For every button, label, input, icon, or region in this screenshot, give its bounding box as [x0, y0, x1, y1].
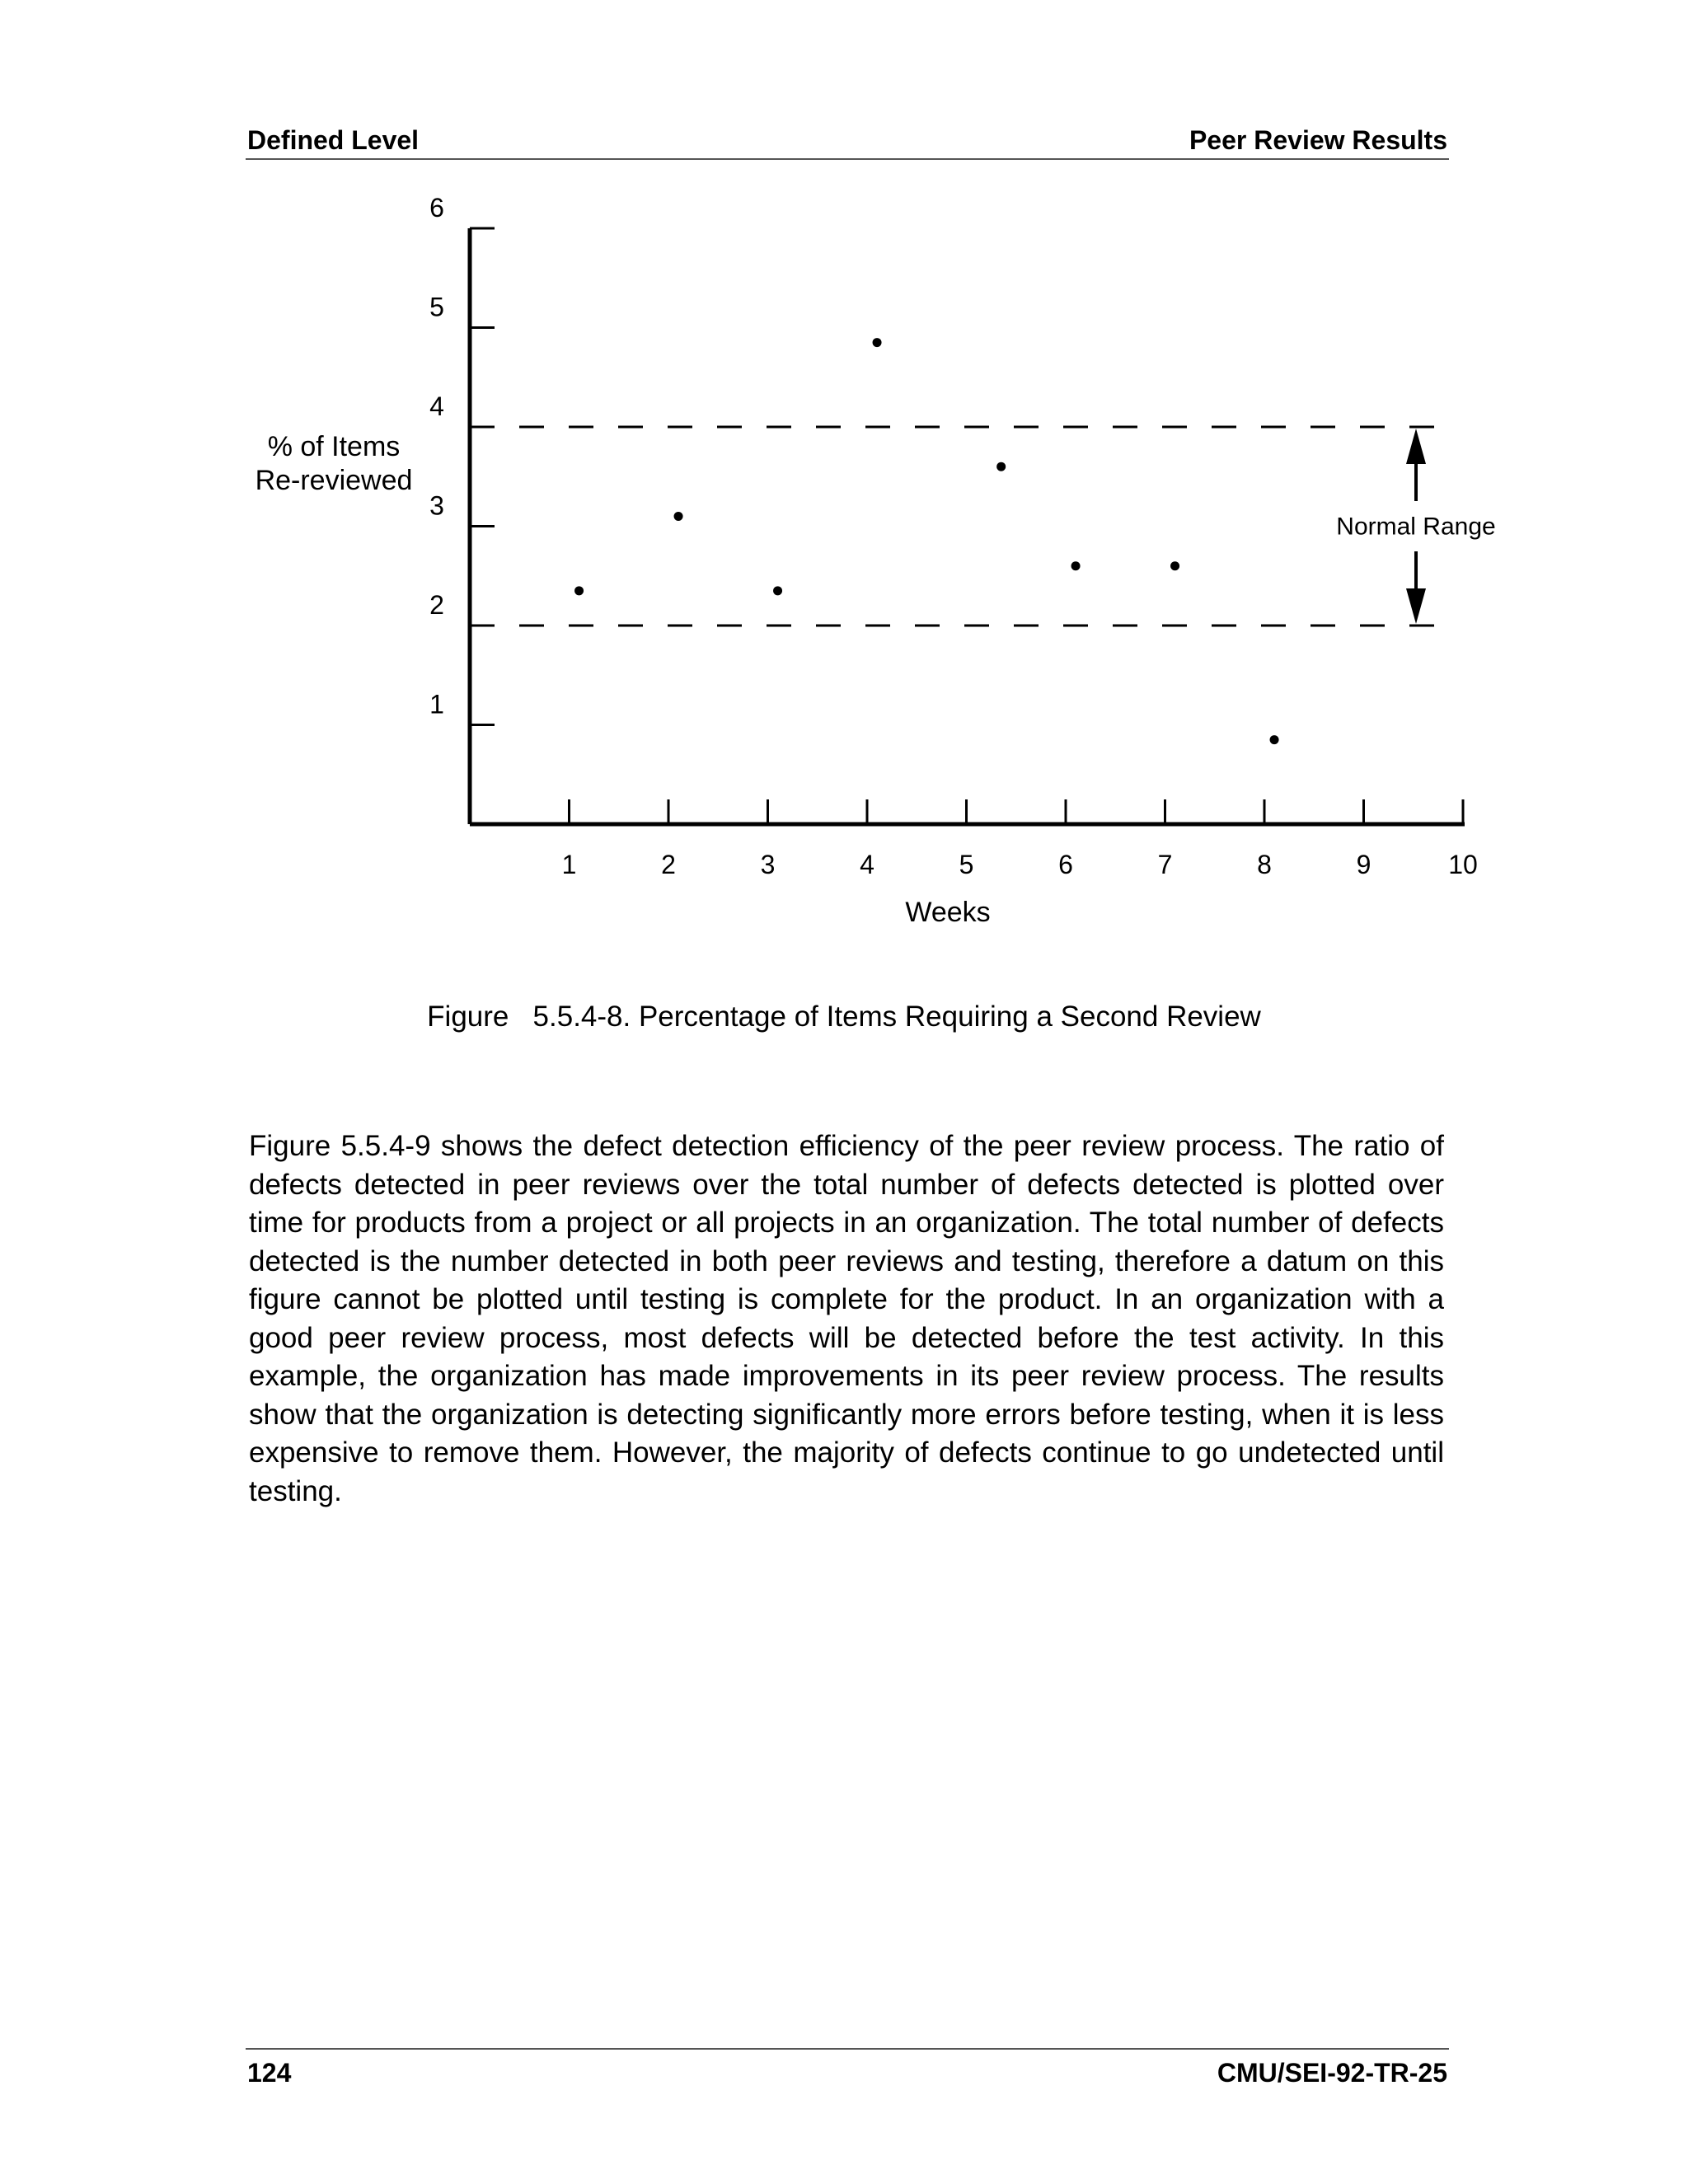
x-tick-label: 1: [561, 850, 577, 879]
y-axis-title: % of Items: [267, 431, 401, 462]
x-tick-label: 2: [661, 850, 676, 879]
data-point: [674, 512, 683, 521]
y-tick-label: 2: [429, 590, 444, 620]
x-tick-label: 9: [1356, 850, 1372, 879]
header-topic-title: Peer Review Results: [1189, 125, 1447, 155]
x-tick-label: 4: [860, 850, 874, 879]
x-tick-label: 6: [1058, 850, 1073, 879]
page-footer: [246, 2048, 1449, 2086]
chart-axes: [429, 193, 1478, 879]
data-point: [1170, 561, 1179, 570]
report-id: CMU/SEI-92-TR-25: [1217, 2058, 1447, 2088]
y-tick-label: 3: [429, 490, 444, 521]
data-points: [574, 338, 1279, 744]
y-tick-label: 1: [429, 689, 444, 719]
y-tick-label: 5: [429, 292, 444, 322]
body-paragraph: Figure 5.5.4-9 shows the defect detection efficiency of the peer review process. The ratio of defects detected in peer reviews over the total number of defects detected is plotted over time for products from a project or all projects in an organization. The total number of defects detected is the number detected in both peer reviews and testing, therefore a datum on this figure cannot be plotted until testing is complete for the product. In an organization with a good peer review process, most defects will be detected before the test activity. In this example, the organization has made improvements in its peer review process. The results show that the organization is detecting significantly more errors before testing, when it is less expensive to remove them. However, the majority of defects continue to go undetected until testing.: [249, 1130, 1444, 1507]
arrow-down-head: [1406, 588, 1426, 624]
header-section-title: Defined Level: [247, 125, 420, 155]
data-point: [873, 338, 882, 347]
normal-range-lines: [470, 427, 1441, 626]
page-number: 124: [247, 2058, 292, 2088]
normal-range-annotation: [1336, 429, 1495, 624]
figure-caption: Figure 5.5.4-8. Percentage of Items Requiring a Second Review: [427, 1001, 1261, 1033]
x-tick-label: 8: [1257, 850, 1272, 879]
x-tick-label: 5: [959, 850, 974, 879]
data-point: [1071, 561, 1081, 570]
y-axis-title: Re-reviewed: [255, 465, 413, 496]
x-axis-title: Weeks: [905, 897, 991, 928]
x-tick-label: 3: [760, 850, 776, 879]
x-tick-label: 10: [1448, 850, 1478, 879]
data-point: [773, 586, 782, 595]
arrow-up-head: [1406, 429, 1426, 464]
axis-labels: [256, 431, 991, 928]
data-point: [574, 586, 584, 595]
scatter-chart: [0, 0, 1688, 989]
y-tick-label: 6: [429, 193, 444, 223]
x-tick-label: 7: [1157, 850, 1173, 879]
data-point: [1270, 735, 1279, 744]
normal-range-label: Normal Range: [1336, 513, 1496, 541]
y-tick-label: 4: [429, 391, 444, 421]
data-point: [996, 462, 1006, 471]
